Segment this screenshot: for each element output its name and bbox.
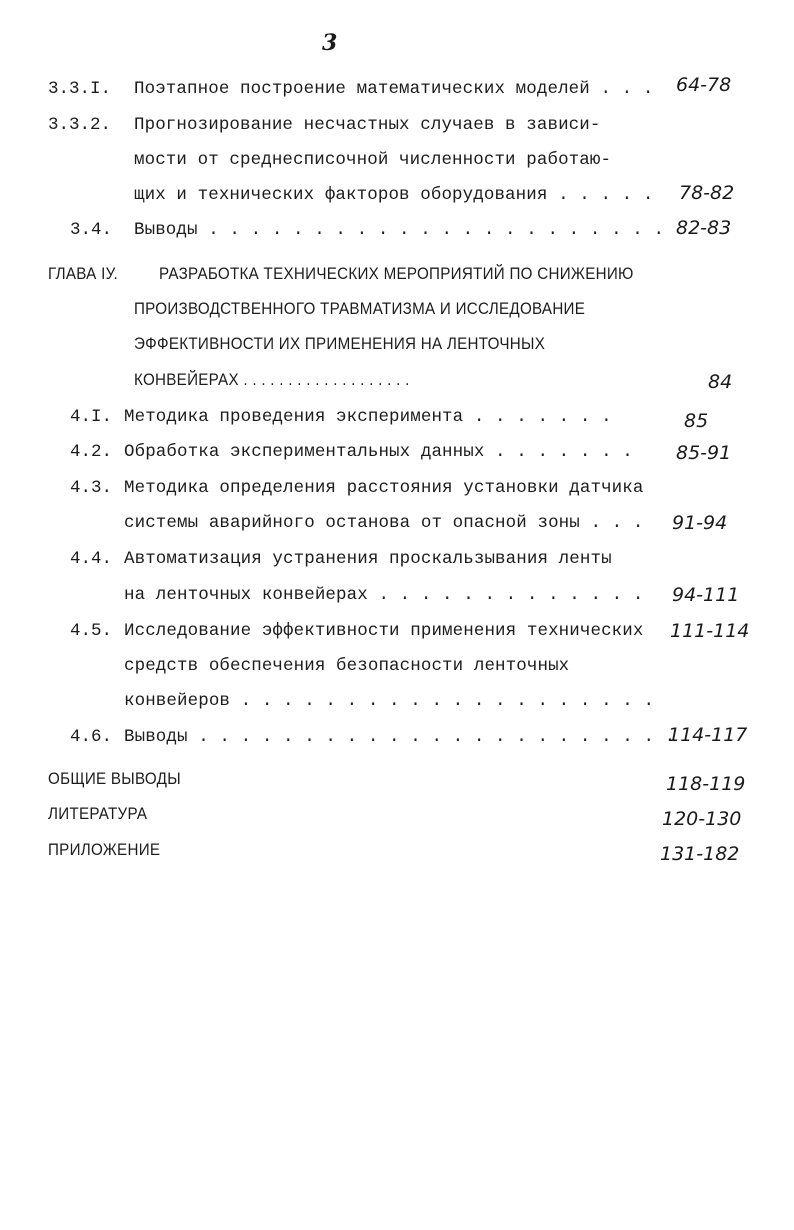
toc-entry-number: 4.I.: [70, 407, 113, 427]
toc-entry-pages: 94-111: [672, 584, 740, 606]
toc-entry-number: 3.4.: [70, 220, 113, 240]
toc-entry-line: Выводы . . . . . . . . . . . . . . . . . . . . . .: [134, 220, 665, 240]
section-label: ПРИЛОЖЕНИЕ: [48, 841, 161, 859]
toc-entry-number: 4.5.: [70, 621, 113, 641]
chapter-title-line: РАЗРАБОТКА ТЕХНИЧЕСКИХ МЕРОПРИЯТИЙ ПО СНИЖЕНИЮ: [159, 265, 634, 283]
toc-entry-pages: 64-78: [676, 74, 732, 96]
toc-entry-number: 4.2.: [70, 442, 113, 462]
section-pages: 131-182: [660, 843, 740, 865]
toc-entry-number: 4.4.: [70, 549, 113, 569]
toc-entry-line: системы аварийного останова от опасной зоны . . .: [124, 513, 644, 533]
toc-entry-pages: 91-94: [672, 512, 728, 534]
toc-entry-number: 3.3.2.: [48, 115, 112, 135]
toc-entry-number: 4.3.: [70, 478, 113, 498]
section-label: ОБЩИЕ ВЫВОДЫ: [48, 770, 181, 788]
section-pages: 120-130: [662, 808, 742, 830]
toc-entry-line: Методика проведения эксперимента . . . . . . .: [124, 407, 612, 427]
toc-entry-pages: 114-117: [668, 724, 748, 746]
toc-entry-pages: 111-114: [670, 620, 750, 642]
toc-entry-line: Методика определения расстояния установки датчика: [124, 478, 644, 498]
page-number: 3: [322, 30, 338, 56]
section-label: ЛИТЕРАТУРА: [48, 805, 148, 823]
toc-entry-line: Исследование эффективности применения технических: [124, 621, 644, 641]
chapter-title-line: КОНВЕЙЕРАХ . . . . . . . . . . . . . . . . . . .: [134, 371, 410, 389]
toc-entry-line: Автоматизация устранения проскальзывания ленты: [124, 549, 612, 569]
toc-entry-line: Выводы . . . . . . . . . . . . . . . . . . . . . . .: [124, 727, 676, 747]
chapter-title-line: ПРОИЗВОДСТВЕННОГО ТРАВМАТИЗМА И ИССЛЕДОВАНИЕ: [134, 300, 586, 318]
toc-entry-pages: 84: [708, 371, 733, 393]
toc-entry-line: конвейеров . . . . . . . . . . . . . . . . . . . .: [124, 691, 655, 711]
toc-entry-pages: 78-82: [679, 182, 735, 204]
toc-entry-line: мости от среднесписочной численности работаю-: [134, 150, 612, 170]
toc-entry-line: на ленточных конвейерах . . . . . . . . . . . . .: [124, 585, 644, 605]
toc-entry-line: средств обеспечения безопасности ленточных: [124, 656, 570, 676]
toc-entry-number: 3.3.I.: [48, 79, 112, 99]
toc-entry-line: Прогнозирование несчастных случаев в зависи-: [134, 115, 601, 135]
toc-entry-line: Поэтапное построение математических моделей . . .: [134, 79, 654, 99]
toc-entry-line: щих и технических факторов оборудования . . . . .: [134, 185, 654, 205]
toc-entry-number: 4.6.: [70, 727, 113, 747]
toc-entry-line: Обработка экспериментальных данных . . . . . . .: [124, 442, 633, 462]
chapter-number: ГЛАВА IУ.: [48, 265, 118, 283]
chapter-title-line: ЭФФЕКТИВНОСТИ ИХ ПРИМЕНЕНИЯ НА ЛЕНТОЧНЫХ: [134, 335, 546, 353]
toc-entry-pages: 82-83: [676, 217, 732, 239]
toc-entry-pages: 85: [684, 410, 709, 432]
toc-entry-pages: 85-91: [676, 442, 732, 464]
section-pages: 118-119: [666, 773, 746, 795]
